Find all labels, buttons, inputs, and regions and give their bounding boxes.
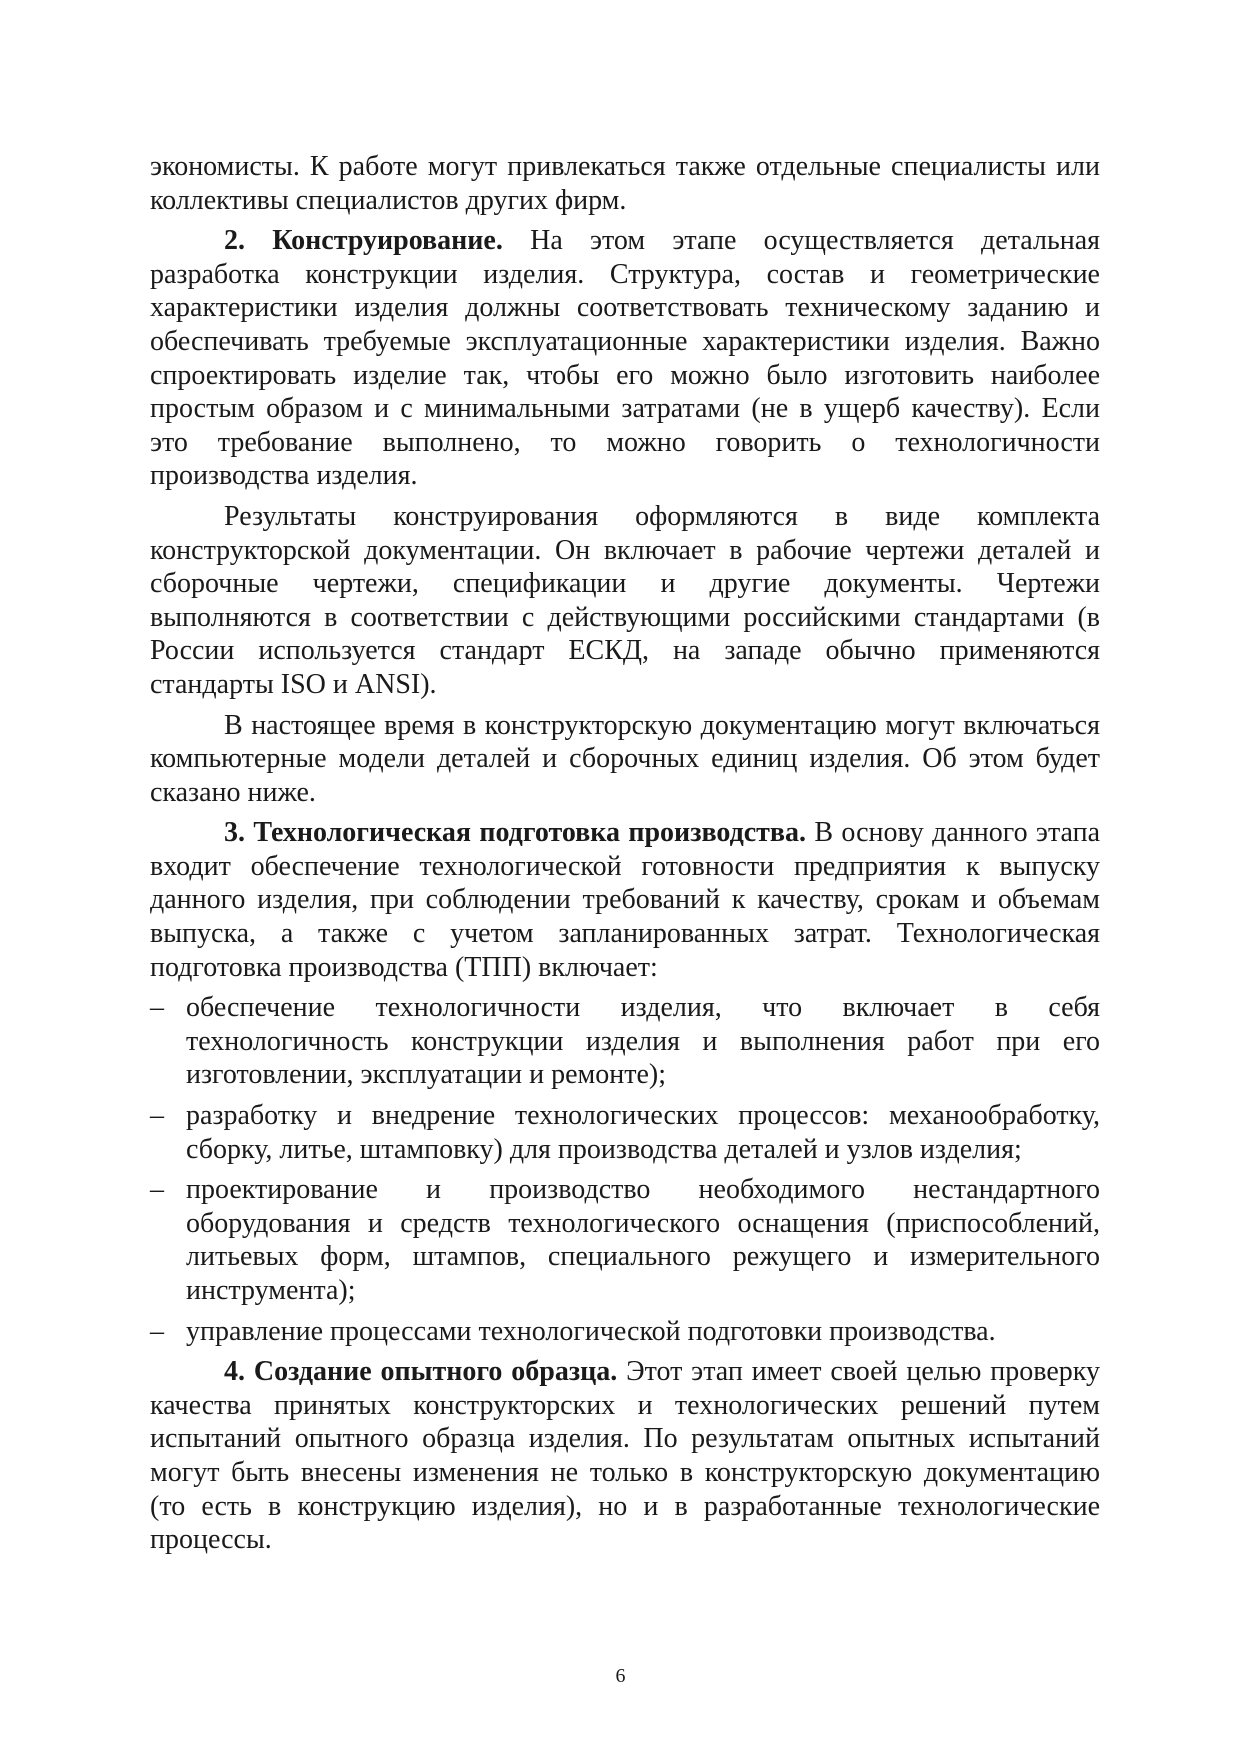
list-item-text: проектирование и производство необходимого нестандартного оборудования и средств технологического оснащения (приспособлений, литьевых форм, штампов, специального режущего и измерительного инструмента); <box>186 1174 1100 1306</box>
section-4-text: Этот этап имеет своей целью проверку качества принятых конструкторских и технологических решений путем испытаний опытного образца изделия. По результатам опытных испытаний могут быть внесены изменения не только в конструкторскую документацию (то есть в конструкцию изделия), но и в разработанные технологические процессы. <box>150 1356 1100 1556</box>
list-marker: – <box>150 1315 164 1347</box>
list-item-text: обеспечение технологичности изделия, что включает в себя технологичность конструкции изделия и выполнения работ при его изготовлении, эксплуатации и ремонте); <box>186 992 1100 1091</box>
tpp-list <box>150 991 1100 1348</box>
list-item <box>150 1099 1100 1166</box>
section-4-paragraph <box>150 1355 1100 1557</box>
intro-paragraph: экономисты. К работе могут привлекаться также отдельные специалисты или коллективы специалистов других фирм. <box>150 151 1100 216</box>
list-item <box>150 1315 1100 1349</box>
page-number: 6 <box>615 1665 626 1687</box>
section-3-paragraph <box>150 816 1100 984</box>
page-body <box>150 150 1100 1564</box>
section-3-heading: 3. Технологическая подготовка производства. <box>224 817 807 849</box>
section-2-text: На этом этапе осуществляется детальная разработка конструкции изделия. Структура, состав и геометрические характеристики изделия должны соответствовать техническому заданию и обеспечивать требуемые эксплуатационные характеристики изделия. Важно спроектировать изделие так, чтобы его можно было изготовить наиболее простым образом и с минимальными затратами (не в ущерб качеству). Если это требование выполнено, то можно говорить о технологичности производства изделия. <box>150 225 1101 492</box>
list-marker: – <box>150 1174 164 1206</box>
list-item <box>150 991 1100 1092</box>
results-paragraph: Результаты конструирования оформляются в виде комплекта конструкторской документации. Он включает в рабочие чертежи деталей и сборочные чертежи, спецификации и другие документы. Чертежи выполняются в соответствии с действующими российскими стандартами (в России используется стандарт ЕСКД, на западе обычно применяются стандарты ISO и ANSI). <box>150 500 1100 700</box>
section-4-heading: 4. Создание опытного образца. <box>224 1356 618 1388</box>
section-2-paragraph <box>150 224 1100 493</box>
list-marker: – <box>150 992 164 1024</box>
list-item-text: управление процессами технологической подготовки производства. <box>186 1315 996 1347</box>
list-item-text: разработку и внедрение технологических процессов: механообработку, сборку, литье, штамповку) для производства деталей и узлов изделия; <box>186 1100 1100 1165</box>
models-paragraph: В настоящее время в конструкторскую документацию могут включаться компьютерные модели деталей и сборочных единиц изделия. Об этом будет сказано ниже. <box>150 709 1100 808</box>
section-3-text: В основу данного этапа входит обеспечение технологической готовности предприятия к выпуску данного изделия, при соблюдении требований к качеству, срокам и объемам выпуска, а также с учетом запланированных затрат. Технологическая подготовка производства (ТПП) включает: <box>150 817 1101 983</box>
list-item <box>150 1173 1100 1307</box>
list-marker: – <box>150 1100 164 1132</box>
section-2-heading: 2. Конструирование. <box>224 225 503 257</box>
